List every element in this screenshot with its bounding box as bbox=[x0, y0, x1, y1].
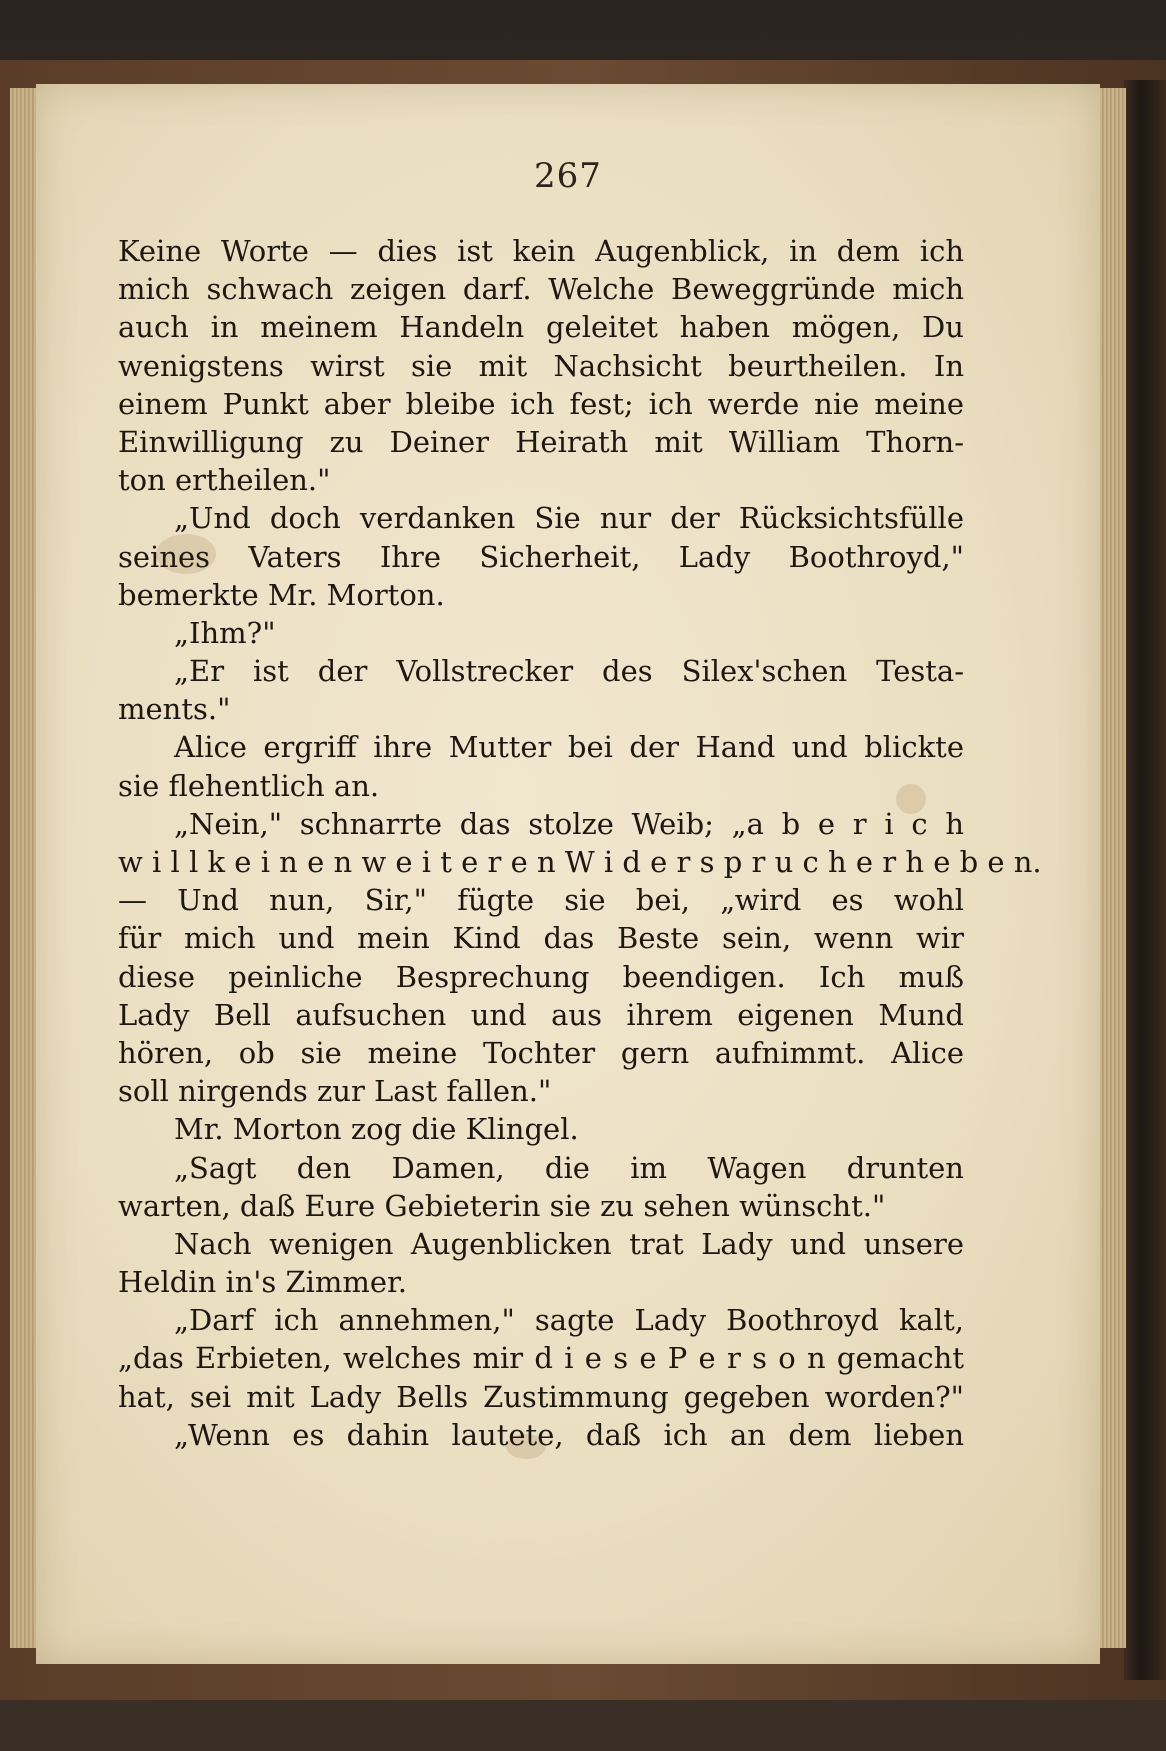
text-line: Einwilligung zu Deiner Heirath mit William Thorn- bbox=[118, 424, 964, 459]
text-line: sie flehentlich an. bbox=[118, 768, 380, 803]
text-line: „Sagt den Damen, die im Wagen drunten bbox=[174, 1150, 964, 1185]
text-line: einem Punkt aber bleibe ich fest; ich werde nie meine bbox=[118, 386, 964, 421]
text-line: soll nirgends zur Last fallen." bbox=[118, 1074, 552, 1109]
text-line: Lady Bell aufsuchen und aus ihrem eigenen Mund bbox=[118, 997, 964, 1032]
text-line: bemerkte Mr. Morton. bbox=[118, 577, 445, 612]
text-line: „Darf ich annehmen," sagte Lady Boothroyd kalt, bbox=[174, 1303, 964, 1338]
text-line: auch in meinem Handeln geleitet haben mögen, Du bbox=[118, 310, 964, 345]
page-number: 267 bbox=[534, 156, 602, 196]
text-line: w i l l k e i n e n w e i t e r e n W i d e r s p r u c h e r h e b e n. bbox=[118, 845, 1042, 879]
text-line: Nach wenigen Augenblicken trat Lady und unsere bbox=[174, 1226, 964, 1261]
text-line: seines Vaters Ihre Sicherheit, Lady Boothroyd," bbox=[118, 539, 964, 574]
text-line: „Er ist der Vollstrecker des Silex'schen Testa- bbox=[174, 654, 964, 689]
text-line: Keine Worte — dies ist kein Augenblick, in dem ich bbox=[118, 234, 964, 268]
text-line: — Und nun, Sir," fügte sie bei, „wird es wohl bbox=[118, 883, 964, 918]
text-line: hören, ob sie meine Tochter gern aufnimmt. Alice bbox=[118, 1035, 964, 1070]
text-line: ton ertheilen." bbox=[118, 463, 331, 498]
text-line: Heldin in's Zimmer. bbox=[118, 1265, 407, 1300]
text-line: mich schwach zeigen darf. Welche Beweggründe mich bbox=[118, 272, 964, 307]
text-line: ments." bbox=[118, 692, 231, 727]
text-line: für mich und mein Kind das Beste sein, wenn wir bbox=[118, 921, 964, 956]
left-page-edges bbox=[10, 88, 36, 1648]
right-page-edges bbox=[1100, 88, 1126, 1648]
text-line: „Wenn es dahin lautete, daß ich an dem lieben bbox=[174, 1417, 964, 1452]
text-line: „das Erbieten, welches mir d i e s e P e r s o n gemacht bbox=[118, 1341, 964, 1376]
book-spine bbox=[1124, 80, 1166, 1680]
text-line: „Nein," schnarrte das stolze Weib; „a b e r i c h bbox=[174, 806, 964, 841]
body-text bbox=[118, 232, 1042, 1454]
text-line: Mr. Morton zog die Klingel. bbox=[174, 1112, 579, 1147]
text-line: „Und doch verdanken Sie nur der Rücksichtsfülle bbox=[174, 501, 964, 536]
text-line: warten, daß Eure Gebieterin sie zu sehen wünscht." bbox=[118, 1188, 886, 1223]
text-line: wenigstens wirst sie mit Nachsicht beurtheilen. In bbox=[118, 348, 964, 383]
text-line: Alice ergriff ihre Mutter bei der Hand und blickte bbox=[174, 730, 964, 765]
book-page bbox=[36, 84, 1100, 1664]
text-line: „Ihm?" bbox=[174, 615, 276, 650]
text-line: hat, sei mit Lady Bells Zustimmung gegeben worden?" bbox=[118, 1379, 964, 1414]
text-line: diese peinliche Besprechung beendigen. Ich muß bbox=[118, 959, 964, 994]
